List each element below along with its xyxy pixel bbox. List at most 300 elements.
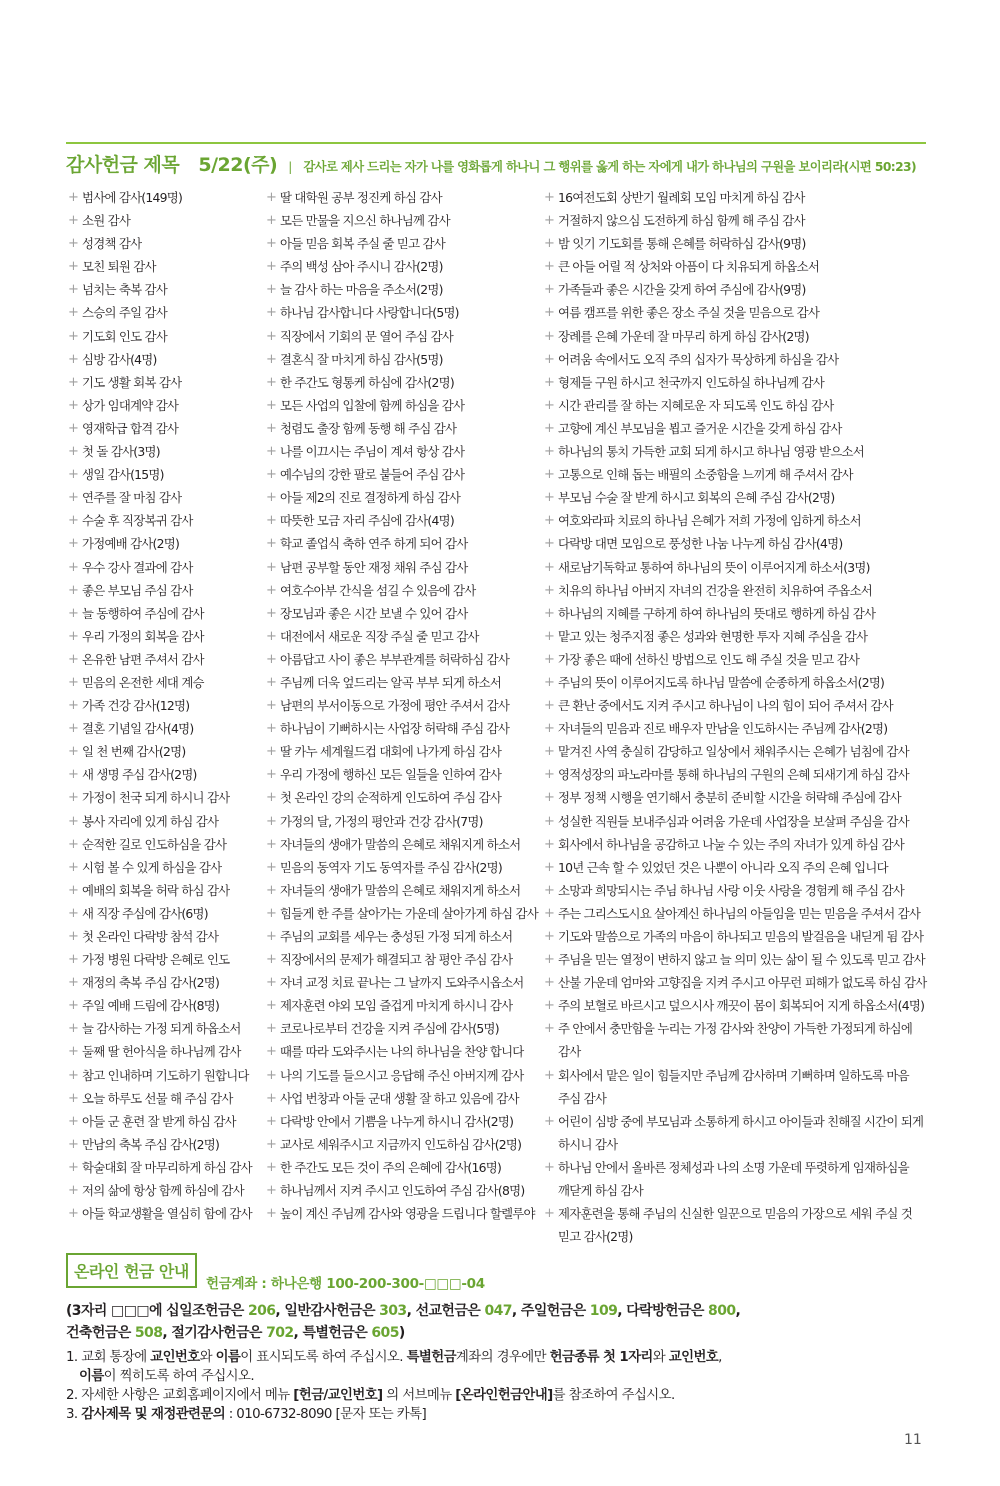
thanks-item-text: 거절하지 않으심 도전하게 하심 함께 해 주심 감사 [558,213,805,229]
tithe-code: 206 [247,1303,276,1319]
thanks-item [266,348,542,371]
sunday-code: 109 [589,1303,618,1319]
plus-icon: + [68,1206,79,1222]
plus-icon: + [266,374,277,390]
plus-icon: + [544,351,555,367]
thanks-item-text: 우수 강사 결과에 감사 [82,559,193,575]
thanks-item-text: 형제들 구원 하시고 천국까지 인도하실 하나님께 감사 [558,374,824,390]
plus-icon: + [544,605,555,621]
plus-icon: + [266,952,277,968]
plus-icon: + [544,467,555,483]
thanks-item [544,1017,934,1063]
thanks-item [544,440,934,463]
thanks-item [68,463,264,486]
thanks-item [544,255,934,278]
thanks-item-text: 아들 군 훈련 잘 받게 하심 감사 [82,1113,236,1129]
thanks-item-text: 영재학급 합격 감사 [82,420,179,436]
thanks-item [544,786,934,809]
thanks-item-text: 일 천 번째 감사(2명) [82,744,186,760]
thanks-item [266,856,542,879]
thanks-item [266,440,542,463]
thanks-item [68,186,264,209]
note-1: 1. 교회 통장에 교인번호와 이름이 표시되도록 하여 주십시오. 특별헌금계좌의 경우에만 헌금종류 첫 1자리와 교인번호, [66,1350,722,1365]
plus-icon: + [544,1067,555,1083]
plus-icon: + [68,1044,79,1060]
plus-icon: + [266,536,277,552]
plus-icon: + [544,420,555,436]
thanks-item [266,625,542,648]
plus-icon: + [544,859,555,875]
plus-icon: + [544,952,555,968]
plus-icon: + [266,767,277,783]
plus-icon: + [68,698,79,714]
thanks-item [266,532,542,555]
thanks-item [68,440,264,463]
thanks-item-text: 가정 병원 다락방 은혜로 인도 [82,952,230,968]
thanks-item [68,532,264,555]
thanks-item [544,325,934,348]
thanks-item [68,810,264,833]
plus-icon: + [266,1067,277,1083]
plus-icon: + [68,282,79,298]
plus-icon: + [544,905,555,921]
thanks-item [266,486,542,509]
plus-icon: + [544,582,555,598]
thanks-item [68,209,264,232]
thanks-item-text: 결혼 기념일 감사(4명) [82,721,194,737]
plus-icon: + [266,905,277,921]
thanks-item-text: 아들 믿음 회복 주실 줄 믿고 감사 [280,236,445,252]
thanks-item-text: 주의 백성 삼아 주시니 감사(2명) [280,259,443,275]
plus-icon: + [544,1206,555,1222]
thanks-item [68,925,264,948]
thanks-item-text: 여호와라파 치료의 하나님 은혜가 저희 가정에 임하게 하소서 [558,513,861,529]
offering-codes: (3자리 □□□에 십일조헌금은 206, 일반감사헌금은 303, 선교헌금은 047, 주일헌금은 109, 다락방헌금은 800, 건축헌금은 508, 절기감사헌금은 702, 특별헌금은 605) [66,1303,741,1341]
thanks-item-text: 큰 환난 중에서도 지켜 주시고 하나님이 나의 힘이 되어 주셔서 감사 [558,698,893,714]
plus-icon: + [68,582,79,598]
codes-text: (3자리 □□□에 십일조헌금은 [66,1303,248,1319]
thanks-item [266,925,542,948]
special-code: 605 [371,1325,399,1341]
thanks-item [544,556,934,579]
thanks-item [266,1040,542,1063]
thanks-item [544,509,934,532]
thanks-item-text: 주님의 뜻이 이루어지도록 하나님 말씀에 순종하게 하옵소서(2명) [558,674,885,690]
top-rule [66,142,926,144]
thanks-item-text: 늘 감사하는 가정 되게 하옵소서 [82,1021,241,1037]
plus-icon: + [68,420,79,436]
plus-icon: + [266,305,277,321]
plus-icon: + [266,721,277,737]
plus-icon: + [266,929,277,944]
thanks-item-text: 주님의 교회를 세우는 충성된 가정 되게 하소서 [280,929,513,944]
thanks-item [68,948,264,971]
plus-icon: + [544,1021,555,1037]
thanks-item-text: 늘 동행하여 주심에 감사 [82,605,204,621]
plus-icon: + [68,213,79,229]
plus-icon: + [68,813,79,829]
thanks-item-text: 생일 감사(15명) [82,467,164,483]
thanks-item [68,671,264,694]
thanks-item-text: 믿음의 동역자 기도 동역자를 주심 감사(2명) [280,859,502,875]
plus-icon: + [68,190,79,205]
plus-icon: + [544,259,555,275]
plus-icon: + [68,744,79,760]
thanks-item-text: 아들 제2의 진로 결정하게 하심 감사 [280,490,461,506]
plus-icon: + [68,490,79,506]
thanks-item-text: 기도와 말씀으로 가족의 마음이 하나되고 믿음의 발걸음을 내딛게 됨 감사 [558,929,924,944]
plus-icon: + [68,674,79,690]
thanks-item-text: 가정의 달, 가정의 평안과 건강 감사(7명) [280,813,483,829]
thanks-item-text: 소망과 희망되시는 주님 하나님 사랑 이웃 사랑을 경험케 해 주심 감사 [558,882,905,898]
thanks-item [68,255,264,278]
thanks-item-text: 한 주간도 형통케 하심에 감사(2명) [280,374,454,390]
thanks-item [68,694,264,717]
thanks-item-text: 자녀 교정 치료 끝나는 그 날까지 도와주시옵소서 [280,975,524,991]
codes-text: , 다락방헌금은 [617,1303,709,1319]
thanks-item [544,301,934,324]
thanks-item-text: 영적성장의 파노라마를 통해 하나님의 구원의 은혜 되새기게 하심 감사 [558,767,909,783]
thanks-item-text: 자녀들의 생애가 말씀의 은혜로 채워지게 하소서 [280,882,521,898]
plus-icon: + [266,259,277,275]
thanks-item [68,1202,264,1225]
plus-icon: + [68,882,79,898]
plus-icon: + [68,905,79,921]
plus-icon: + [544,813,555,829]
thanks-item-text: 고통으로 인해 돕는 배필의 소중함을 느끼게 해 주셔서 감사 [558,467,853,483]
thanks-item [266,509,542,532]
codes-text: , 선교헌금은 [406,1303,485,1319]
thanks-item-text: 제자훈련 야외 모임 즐겁게 마치게 하시니 감사 [280,998,513,1014]
thanks-item [68,856,264,879]
plus-icon: + [266,1159,277,1175]
thanks-column-2 [266,186,542,1225]
thanks-item-text: 정부 정책 시행을 연기해서 충분히 준비할 시간을 허락해 주심에 감사 [558,790,901,806]
thanks-item-text: 재정의 축복 주심 감사(2명) [82,975,220,991]
thanks-item-text: 주님을 믿는 열정이 변하지 않고 늘 의미 있는 삶이 될 수 있도록 믿고 감사 [558,952,925,968]
thanks-item-text: 소원 감사 [82,213,131,229]
thanks-item [68,902,264,925]
thanks-item [266,1087,542,1110]
thanks-item-text: 직장에서 기회의 문 열어 주심 감사 [280,328,454,344]
plus-icon: + [544,282,555,298]
thanks-item [266,1064,542,1087]
thanks-item [68,1017,264,1040]
thanks-item [266,556,542,579]
thanks-item-text: 큰 아들 어릴 적 상처와 아픔이 다 치유되게 하옵소서 [558,259,820,275]
plus-icon: + [544,444,555,460]
plus-icon: + [68,1090,79,1106]
codes-text: , 절기감사헌금은 [162,1325,267,1341]
thanks-item [266,994,542,1017]
thanks-item-text: 교사로 세워주시고 지금까지 인도하심 감사(2명) [280,1136,522,1152]
thanks-item-text: 학술대회 잘 마무리하게 하심 감사 [82,1159,252,1175]
thanks-item-text: 하나님 감사합니다 사랑합니다(5명) [280,305,459,321]
thanks-item-text: 온유한 남편 주셔서 감사 [82,651,204,667]
thanks-item-text: 맡겨진 사역 충실히 감당하고 일상에서 채워주시는 은혜가 넘침에 감사 [558,744,909,760]
thanks-item [266,971,542,994]
thanks-item [544,232,934,255]
thanks-item [266,1133,542,1156]
thanks-item [544,463,934,486]
plus-icon: + [68,1067,79,1083]
thanks-item-text: 모친 퇴원 감사 [82,259,156,275]
thanks-item-text: 새로남기독학교 통하여 하나님의 뜻이 이루어지게 하소서(3명) [558,559,870,575]
thanks-item [68,325,264,348]
thanks-item [266,810,542,833]
thanks-item-text: 때를 따라 도와주시는 나의 하나님을 찬양 합니다 [280,1044,524,1060]
thanks-item-text: 믿음의 온전한 세대 계승 [82,674,204,690]
codes-text: , 일반감사헌금은 [275,1303,380,1319]
thanks-item [266,255,542,278]
plus-icon: + [544,836,555,852]
thanks-item-text: 나를 이끄시는 주님이 계셔 항상 감사 [280,444,465,460]
thanks-item-text: 남편의 부서이동으로 가정에 평안 주셔서 감사 [280,698,510,714]
plus-icon: + [266,744,277,760]
thanks-item [266,278,542,301]
note-1-cont: 이름이 찍히도록 하여 주십시오. [79,1369,254,1384]
thanks-item [544,625,934,648]
thanks-item [544,394,934,417]
thanks-item-text: 제자훈련을 통해 주님의 신실한 일꾼으로 믿음의 가장으로 세워 주실 것 믿고 감사(2명) [558,1206,913,1245]
thanks-item-text: 첫 돌 감사(3명) [82,444,160,460]
season-code: 702 [266,1325,294,1341]
section-header [66,150,946,180]
thanks-item-text: 자녀들의 믿음과 진로 배우자 만남을 인도하시는 주님께 감사(2명) [558,721,888,737]
plus-icon: + [266,882,277,898]
thanks-item-text: 16여전도회 상반기 월례회 모임 마치게 하심 감사 [558,190,805,205]
plus-icon: + [68,651,79,667]
thanks-item [544,186,934,209]
thanks-item-text: 저의 삶에 항상 함께 하심에 감사 [82,1183,244,1199]
plus-icon: + [68,605,79,621]
thanks-item [266,694,542,717]
plus-icon: + [544,213,555,229]
thanks-item [68,486,264,509]
plus-icon: + [544,721,555,737]
plus-icon: + [266,605,277,621]
plus-icon: + [266,1206,277,1222]
thanks-item-text: 연주를 잘 마침 감사 [82,490,182,506]
thanks-item-text: 장모님과 좋은 시간 보낼 수 있어 감사 [280,605,468,621]
thanks-item [544,833,934,856]
plus-icon: + [266,1044,277,1060]
thanks-item-text: 맡고 있는 청주지점 좋은 성과와 현명한 투자 지혜 주심을 감사 [558,628,868,644]
thanks-item [68,556,264,579]
plus-icon: + [544,305,555,321]
thanks-item-text: 가족 건강 감사(12명) [82,698,190,714]
thanks-item [266,325,542,348]
thanks-item [266,232,542,255]
thanks-item-text: 참고 인내하며 기도하기 원합니다 [82,1067,249,1083]
thanks-item [68,371,264,394]
thanks-column-3 [544,186,934,1248]
account-info: 헌금계좌 : 하나은행 100-200-300-□□□-04 [206,1276,485,1292]
plus-icon: + [544,1113,555,1129]
thanks-item-text: 첫 온라인 강의 순적하게 인도하여 주심 감사 [280,790,502,806]
thanks-item [544,1156,934,1202]
thanks-item [544,810,934,833]
plus-icon: + [266,674,277,690]
plus-icon: + [544,998,555,1014]
plus-icon: + [544,674,555,690]
thanks-item-text: 10년 근속 할 수 있었던 것은 나뿐이 아니라 오직 주의 은혜 입니다 [558,859,888,875]
plus-icon: + [266,444,277,460]
thanks-item-text: 우리 가정의 회복을 감사 [82,628,204,644]
thanks-item-text: 어린이 심방 중에 부모님과 소통하게 하시고 아이들과 친해질 시간이 되게 하시니 감사 [558,1113,924,1152]
thanks-item-text: 어려움 속에서도 오직 주의 십자가 묵상하게 하심을 감사 [558,351,839,367]
plus-icon: + [266,1136,277,1152]
thanks-item [68,740,264,763]
thanks-item-text: 따뜻한 모금 자리 주심에 감사(4명) [280,513,454,529]
thanks-item-text: 직장에서의 문제가 해결되고 참 평안 주심 감사 [280,952,513,968]
thanks-item [68,1110,264,1133]
thanks-item-text: 하나님의 통치 가득한 교회 되게 하시고 하나님 영광 받으소서 [558,444,864,460]
plus-icon: + [544,790,555,806]
thanks-item [68,648,264,671]
thanks-item-text: 주일 예배 드림에 감사(8명) [82,998,220,1014]
thanks-item [68,1064,264,1087]
codes-text: ) [398,1325,405,1341]
plus-icon: + [544,651,555,667]
thanks-item [266,394,542,417]
thanks-item [266,463,542,486]
plus-icon: + [68,351,79,367]
plus-icon: + [544,698,555,714]
thanks-item-text: 하나님께서 지켜 주시고 인도하여 주심 감사(8명) [280,1183,525,1199]
codes-text: , 특별헌금은 [293,1325,372,1341]
thanks-item [68,394,264,417]
plus-icon: + [68,1136,79,1152]
thanks-item-text: 심방 감사(4명) [82,351,157,367]
plus-icon: + [266,213,277,229]
offering-notes [66,1348,946,1424]
thanks-item [68,417,264,440]
thanks-item [266,1017,542,1040]
thanks-item-text: 스승의 주일 감사 [82,305,167,321]
thanks-item-text: 성실한 직원들 보내주심과 어려움 가운데 사업장을 보살펴 주심을 감사 [558,813,909,829]
thanks-item [544,971,934,994]
thanks-item [544,486,934,509]
plus-icon: + [266,698,277,714]
plus-icon: + [266,813,277,829]
plus-icon: + [266,490,277,506]
thanks-item [266,602,542,625]
thanks-item [68,1087,264,1110]
thanks-item-text: 봉사 자리에 있게 하심 감사 [82,813,219,829]
thanks-item-text: 예배의 회복을 허락 하심 감사 [82,882,230,898]
thanks-item-text: 오늘 하루도 선물 해 주심 감사 [82,1090,233,1106]
plus-icon: + [544,490,555,506]
plus-icon: + [68,1159,79,1175]
thanks-item [68,994,264,1017]
thanks-item [544,763,934,786]
plus-icon: + [266,790,277,806]
plus-icon: + [266,1090,277,1106]
thanks-item-text: 딸 대학원 공부 정진케 하심 감사 [280,190,442,205]
plus-icon: + [266,513,277,529]
thanks-item-text: 하나님 안에서 올바른 정체성과 나의 소명 가운데 뚜렷하게 임재하심을 깨닫게 하심 감사 [558,1159,909,1199]
thanks-item [544,1064,934,1110]
thanks-item-text: 산불 가운데 엄마와 고향집을 지켜 주시고 아무런 피해가 없도록 하심 감사 [558,975,927,991]
thanks-item-text: 다락방 안에서 기쁨을 나누게 하시니 감사(2명) [280,1113,514,1129]
thanks-item [544,371,934,394]
thanks-item [544,348,934,371]
plus-icon: + [544,536,555,552]
thanks-item [68,301,264,324]
thanks-item [68,579,264,602]
thanks-item [68,278,264,301]
plus-icon: + [266,1183,277,1199]
thanks-item-text: 아름답고 사이 좋은 부부관계를 허락하심 감사 [280,651,510,667]
thanks-item-text: 시험 볼 수 있게 하심을 감사 [82,859,222,875]
thanks-item [68,1156,264,1179]
thanks-item [544,740,934,763]
header-verse: 감사로 제사 드리는 자가 나를 영화롭게 하나니 그 행위를 옳게 하는 자에게 내가 하나님의 구원을 보이리라(시편 50:23) [303,160,917,174]
mission-code: 047 [484,1303,512,1319]
thanks-item [266,740,542,763]
plus-icon: + [266,1021,277,1037]
plus-icon: + [266,190,277,205]
thanks-item [544,902,934,925]
thanks-item [266,763,542,786]
thanks-item [544,1202,934,1248]
thanks-item-text: 남편 공부할 동안 재정 채워 주심 감사 [280,559,468,575]
plus-icon: + [68,929,79,944]
thanks-item [266,948,542,971]
thanks-item [68,232,264,255]
header-separator: | [288,160,293,174]
plus-icon: + [68,444,79,460]
plus-icon: + [544,513,555,529]
thanks-item [266,301,542,324]
plus-icon: + [544,328,555,344]
plus-icon: + [68,1113,79,1129]
thanks-item-text: 장례를 은혜 가운데 잘 마무리 하게 하심 감사(2명) [558,328,809,344]
plus-icon: + [266,975,277,991]
thanks-item [68,1179,264,1202]
thanks-item-text: 모든 사업의 입찰에 함께 하심을 감사 [280,397,465,413]
plus-icon: + [68,721,79,737]
plus-icon: + [266,582,277,598]
plus-icon: + [266,859,277,875]
thanks-item-text: 자녀들의 생애가 말씀의 은혜로 채워지게 하소서 [280,836,521,852]
plus-icon: + [68,467,79,483]
thanks-item-text: 우리 가정에 행하신 모든 일들을 인하여 감사 [280,767,502,783]
thanks-item [544,994,934,1017]
thanks-item [266,417,542,440]
plus-icon: + [266,559,277,575]
plus-icon: + [68,1021,79,1037]
thanks-item [68,763,264,786]
plus-icon: + [266,282,277,298]
thanks-item-text: 성경책 감사 [82,236,142,252]
thanks-item [266,186,542,209]
thanks-item-text: 예수님의 강한 팔로 붙들어 주심 감사 [280,467,465,483]
thanks-item-text: 회사에서 하나님을 공감하고 나눌 수 있는 주의 자녀가 있게 하심 감사 [558,836,905,852]
plus-icon: + [544,190,555,205]
thanks-item [544,417,934,440]
plus-icon: + [544,236,555,252]
plus-icon: + [266,467,277,483]
thanks-item [266,786,542,809]
thanks-item [266,579,542,602]
thanks-item [266,209,542,232]
plus-icon: + [68,559,79,575]
darak-code: 800 [708,1303,736,1319]
thanks-item [544,879,934,902]
plus-icon: + [68,236,79,252]
